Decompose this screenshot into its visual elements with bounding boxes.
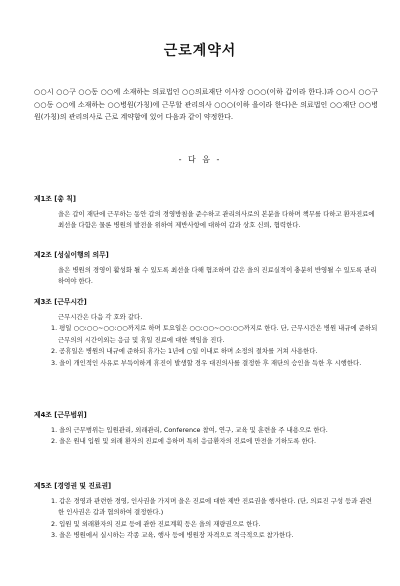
article-5	[34, 481, 378, 542]
article-body: 을은 갑이 재단에 근무하는 동안 갑의 경영방침을 준수하고 관리의사로의 본분을 다하며 책무를 다하고 환자진료에 최선을 다함은 물론 병원의 발전을 위하여 제반사항에 대하여 갑과 상호 신뢰, 협력한다.	[58, 209, 375, 229]
article-2	[34, 250, 378, 288]
article-4	[34, 410, 378, 448]
article-3	[34, 297, 378, 369]
article-body: 을은 병원의 경영이 활성화 될 수 있도록 최선을 다해 협조하며 갑은 을의 진료실적이 충분히 반영될 수 있도록 관리하여야 한다.	[58, 265, 377, 285]
intro-paragraph: ○○시 ○○구 ○○동 ○○에 소재하는 의료법인 ○○의료재단 이사장 ○○○(이하 갑이라 한다.)과 ○○시 ○○구 ○○동 ○○에 소재하는 ○○병원(가칭)에 근무할 관리의사 ○○○(이하 을이라 한다)은 의료법인 ○○재단 ○○병원(가칭)의 관리의사로 근로 계약함에 있어 다음과 같이 약정한다.	[34, 88, 378, 121]
list-item: 2. 을은 원내 입원 및 외래 환자의 진료에 응하며 특히 응급환자의 진료에 만전을 기하도록 한다.	[51, 437, 316, 445]
article-heading: 제2조 [성실이행의 의무]	[34, 251, 109, 259]
list-item: 3. 을은 병원에서 실시하는 각종 교육, 행사 등에 병원장 자격으로 적극적으로 참가한다.	[51, 531, 294, 539]
list-item: 1. 갑은 경영과 관련한 경영, 인사권을 가지며 을은 진료에 대한 제반 진료권을 행사한다. (단, 의료진 구성 등과 관련한 인사권은 갑과 협의하여 결정한다.)	[51, 496, 372, 516]
article-heading: 제4조 [근무범위]	[34, 411, 87, 419]
list-item: 2. 입원 및 외래환자의 진료 등에 관한 진료계획 등은 을의 재량권으로 한다.	[51, 519, 261, 528]
article-body: 근무시간은 다음 각 호와 같다.	[58, 312, 143, 321]
list-item: 2. 공휴일은 병원의 내규에 준하되 휴가는 1년에 ○일 이내로 하며 소정의 절차를 거쳐 사용한다.	[51, 347, 318, 355]
list-item: 3. 을이 개인적인 사유로 부득이하게 휴진이 발생할 경우 대진의사를 결정한 후 재단의 승인을 득한 후 시행한다.	[51, 358, 362, 367]
article-1	[34, 194, 378, 232]
document-title: 근로계약서	[163, 43, 237, 59]
article-heading: 제5조 [경영권 및 진료권]	[34, 482, 112, 490]
article-heading: 제1조 [총 칙]	[34, 195, 76, 203]
list-item: 1. 을의 근무범위는 입원관리, 외래관리, Conference 참여, 연구, 교육 및 훈련을 주 내용으로 한다.	[51, 425, 328, 434]
section-divider-label: - 다 음 -	[178, 155, 222, 164]
list-item: 1. 평일 ○○:○○~○○:○○까지로 하며 토요일은 ○○:○○~○○:○○까지로 한다. 단, 근무시간은 병원 내규에 준하되 근무의의 시간이외는 응급 및 휴일 진료에 대한 책임을 진다.	[51, 324, 378, 344]
article-heading: 제3조 [근무시간]	[34, 298, 87, 306]
